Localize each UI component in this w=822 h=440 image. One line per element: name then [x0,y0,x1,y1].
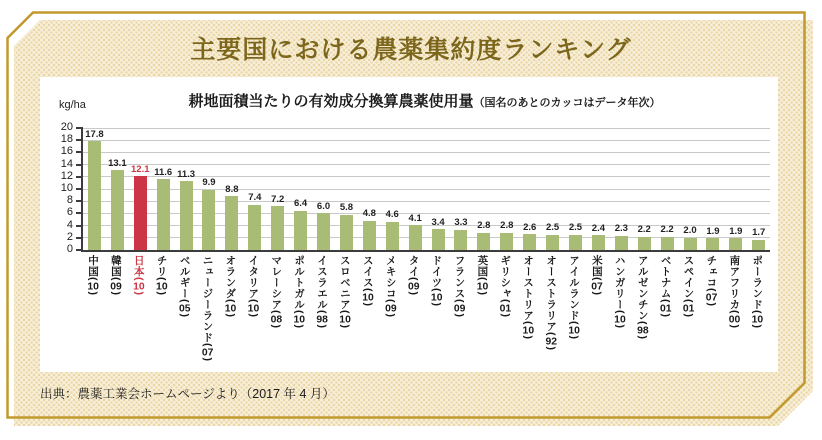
y-axis-tick [76,127,83,129]
x-label-slot [127,255,150,296]
bar-slot-米国 [587,128,610,250]
x-axis-label-オーストリア: オーストリア(10) [522,255,535,340]
x-axis-label-year: 01 [659,303,672,314]
y-axis-tick-label: 6 [66,206,73,219]
x-label-slot [333,255,356,329]
x-label-slot [104,255,127,296]
bar-ギリシャ [500,233,513,250]
x-label-slot [241,255,264,318]
x-label-slot [699,255,722,307]
x-axis-label-year: 09 [110,281,122,292]
x-axis-label-メキシコ: メキシコ(09) [384,255,397,318]
bar-ドイツ [432,229,445,250]
bar-slot-オーストリア [518,128,541,250]
x-axis-label-year: 10 [339,314,351,325]
bar-日本 [134,176,147,250]
x-label-slot [218,255,241,318]
bar-slot-オランダ [220,128,243,250]
bar-value-label: 5.8 [339,202,354,214]
x-label-slot [562,255,585,340]
bar-オーストリア [523,234,536,250]
bar-value-label: 13.1 [108,157,127,169]
x-axis-label-year: 00 [728,314,741,325]
y-axis-tick [76,237,83,239]
x-axis-label-year: 10 [568,325,580,336]
bar-slot-南アフリカ [724,128,747,250]
bar-value-label: 11.6 [154,166,173,178]
x-label-slot [425,255,448,307]
x-label-slot [173,255,196,318]
x-axis-label-ギリシャ: ギリシャ(01) [499,255,512,318]
x-axis-label-マレーシア: マレーシア(08) [270,255,283,329]
x-axis-label-year: 07 [201,347,214,358]
x-axis-label-ニュージーランド: ニュージーランド(07) [201,255,214,362]
x-axis-label-year: 07 [591,281,603,292]
source-note: 出典：農薬工業会ホームページより（2017 年 4 月） [40,387,335,401]
x-axis-label-韓国: 韓国(09) [109,255,122,296]
x-axis-label-ポルトガル: ポルトガル(10) [293,255,306,329]
x-label-slot [608,255,631,329]
x-axis-label-year: 09 [408,281,420,292]
bar-slot-アルゼンチン [633,128,656,250]
x-label-slot [310,255,333,329]
bar-slot-アイルランド [564,128,587,250]
bar-value-label: 2.6 [523,221,537,233]
chart-title-note: （国名のあとのカッコはデータ年次） [473,97,661,109]
x-axis-label-イタリア: イタリア(10) [247,255,260,318]
x-axis-label-year: 09 [453,303,466,314]
x-axis-label-year: 10 [293,314,306,325]
bar-value-label: 2.8 [500,220,514,232]
bar-南アフリカ [729,238,742,250]
x-axis-label-ベトナム: ベトナム(01) [659,255,672,318]
chart-title-main: 耕地面積当たりの有効成分換算農薬使用量 [188,93,474,110]
bar-value-label: 6.4 [294,198,308,210]
y-axis-tick-label: 2 [66,230,73,243]
bar-value-label: 4.6 [385,209,399,221]
bar-英国 [477,233,490,250]
bar-value-label: 12.1 [131,163,150,175]
bar-中国 [88,141,101,250]
bar-value-label: 4.1 [408,212,422,224]
bar-スペイン [684,238,697,250]
x-label-slot [81,255,104,296]
x-axis-label-ハンガリー: ハンガリー(10) [613,255,626,329]
bar-value-label: 2.5 [568,222,583,234]
x-axis-label-year: 01 [682,303,695,314]
y-axis-tick-label: 10 [60,182,73,194]
x-axis-label-オランダ: オランダ(10) [224,255,237,318]
x-axis-label-フランス: フランス(09) [453,255,466,318]
bar-slot-英国 [472,128,495,250]
bar-ポルトガル [294,211,307,250]
x-axis-label-year: 92 [545,336,557,347]
x-axis-label-year: 10 [522,325,535,336]
bar-value-label: 11.3 [177,168,196,180]
page-title: 主要国における農薬集約度ランキング [190,36,632,64]
y-axis-tick-label: 0 [66,243,73,255]
bar-value-label: 3.4 [431,216,445,228]
y-axis-tick [76,200,83,202]
x-axis-label-日本: 日本(10) [132,255,145,296]
bar-slot-イスラエル [312,128,335,250]
x-axis-label-英国: 英国(10) [476,255,489,296]
x-axis-label-year: 10 [476,281,489,292]
x-axis-label-year: 09 [385,303,397,314]
bar-スロベニア [340,215,353,250]
bar-slot-スペイン [679,128,702,250]
x-axis-label-year: 98 [316,314,328,325]
y-axis-tick-label: 18 [60,133,73,146]
bar-value-label: 1.7 [752,227,766,239]
y-axis-tick [76,249,83,251]
bar-value-label: 7.4 [248,192,262,204]
bar-slot-ベトナム [656,128,679,250]
bar-slot-フランス [450,128,473,250]
x-axis-label-タイ: タイ(09) [407,255,420,296]
y-axis-tick [76,225,83,227]
bar-slot-ドイツ [427,128,450,250]
x-axis-label-year: 98 [637,325,649,336]
y-axis-tick-label: 8 [66,194,73,207]
bar-slot-韓国 [106,128,129,250]
bar-value-label: 2.0 [683,225,697,237]
bar-slot-ギリシャ [495,128,518,250]
bar-アルゼンチン [638,237,651,250]
bar-アイルランド [569,235,582,250]
x-axis-label-南アフリカ: 南アフリカ(00) [728,255,741,329]
bar-slot-ベルギー [175,128,198,250]
y-axis-tick [76,176,83,178]
x-axis-label-アイルランド: アイルランド(10) [567,255,580,340]
bar-ベルギー [180,181,193,250]
x-axis-label-year: 10 [224,303,237,314]
bar-マレーシア [271,206,284,250]
x-label-slot [631,255,654,340]
y-axis-tick-label: 20 [60,121,73,133]
bar-slot-イタリア [243,128,266,250]
x-label-slot [745,255,768,329]
x-label-slot [196,255,219,362]
x-label-slot [150,255,173,296]
x-axis-label-year: 10 [430,292,443,303]
bar-value-label: 4.8 [362,208,376,220]
bar-チリ [157,179,170,250]
bar-メキシコ [386,222,399,250]
x-label-slot [402,255,425,296]
x-axis-label-米国: 米国(07) [590,255,603,296]
x-label-slot [356,255,379,307]
x-label-slot [539,255,562,351]
bar-米国 [592,235,605,250]
bar-slot-ポルトガル [289,128,312,250]
bar-slot-スロベニア [335,128,358,250]
bar-slot-ハンガリー [610,128,633,250]
y-axis-tick [76,212,83,214]
x-axis-label-year: 05 [178,303,191,314]
x-label-slot [585,255,608,296]
bar-slot-チリ [152,128,175,250]
bar-イタリア [248,205,261,250]
x-axis-label-year: 10 [133,281,145,292]
bar-フランス [454,230,467,250]
y-axis-unit-label: kg/ha [59,99,86,111]
x-axis-label-year: 08 [270,314,283,325]
x-axis-label-year: 10 [156,281,168,292]
bar-ポーランド [752,240,765,250]
x-axis-label-year: 10 [751,314,764,325]
bar-オランダ [225,196,238,250]
bar-イスラエル [317,213,330,250]
x-axis-label-year: 07 [705,292,718,303]
bar-value-label: 3.3 [454,217,468,229]
bar-slot-メキシコ [381,128,404,250]
bar-value-label: 6.0 [316,200,331,212]
bar-slot-スイス [358,128,381,250]
bar-value-label: 9.9 [202,177,216,189]
plot-area [60,121,770,255]
bar-value-label: 2.2 [637,224,651,236]
y-axis-tick-label: 12 [60,169,73,182]
x-axis-label-スロベニア: スロベニア(10) [338,255,351,329]
x-axis-label-チリ: チリ(10) [155,255,168,296]
y-axis-tick [76,164,83,166]
x-axis-label-イスラエル: イスラエル(98) [316,255,329,329]
bar-ハンガリー [615,236,628,250]
bar-value-label: 2.5 [545,222,560,234]
bar-value-label: 1.9 [706,225,720,237]
bar-series [83,128,770,250]
bar-slot-タイ [404,128,427,250]
bar-スイス [363,221,376,250]
y-axis-tick [76,139,83,141]
x-label-slot [287,255,310,329]
bar-slot-マレーシア [266,128,289,250]
x-label-slot [654,255,677,318]
x-axis-label-ドイツ: ドイツ(10) [430,255,443,307]
x-axis-label-year: 10 [247,303,260,314]
bar-タイ [409,225,422,250]
x-axis-label-オーストラリア: オーストラリア(92) [545,255,558,351]
bar-value-label: 2.2 [660,224,674,236]
x-axis-label-中国: 中国(10) [86,255,99,296]
bar-value-label: 2.3 [614,223,628,235]
y-axis-tick-label: 4 [66,218,73,231]
x-label-slot [722,255,745,329]
x-label-slot [470,255,493,296]
bar-slot-チェコ [701,128,724,250]
bar-value-label: 8.8 [225,183,239,195]
bar-value-label: 7.2 [271,193,285,205]
x-label-slot [516,255,539,340]
bar-slot-ポーランド [747,128,770,250]
x-axis-label-year: 01 [499,303,512,314]
y-axis-tick [76,151,83,153]
bar-オーストラリア [546,235,559,250]
bar-value-label: 1.9 [729,225,743,237]
bar-value-label: 17.8 [85,128,104,140]
x-label-slot [448,255,471,318]
chart-panel [40,77,778,372]
chart-title [81,90,768,111]
bar-slot-日本 [129,128,152,250]
x-axis-label-ベルギー: ベルギー(05) [178,255,191,318]
x-label-slot [493,255,516,318]
bar-value-label: 2.8 [477,220,491,232]
x-axis-label-ポーランド: ポーランド(10) [751,255,764,329]
x-label-slot [677,255,700,318]
x-axis-label-チェコ: チェコ(07) [705,255,718,307]
x-axis-label-アルゼンチン: アルゼンチン(98) [636,255,649,340]
bar-slot-オーストラリア [541,128,564,250]
bar-slot-中国 [83,128,106,250]
x-axis-label-year: 10 [614,314,626,325]
x-label-slot [379,255,402,318]
x-label-slot [264,255,287,329]
bar-value-label: 2.4 [591,222,605,234]
x-axis-label-スペイン: スペイン(01) [682,255,695,318]
bar-チェコ [706,238,719,250]
y-axis-tick-label: 14 [60,157,73,170]
x-axis-label-year: 10 [87,281,99,292]
y-axis-tick-label: 16 [60,145,73,158]
bar-slot-ニュージーランド [198,128,221,250]
bar-韓国 [111,170,124,250]
x-axis-label-スイス: スイス(10) [361,255,374,307]
x-axis-labels [81,255,768,362]
bar-ニュージーランド [202,190,215,250]
y-axis-tick [76,188,83,190]
x-axis-label-year: 10 [362,292,374,303]
bar-ベトナム [661,237,674,250]
